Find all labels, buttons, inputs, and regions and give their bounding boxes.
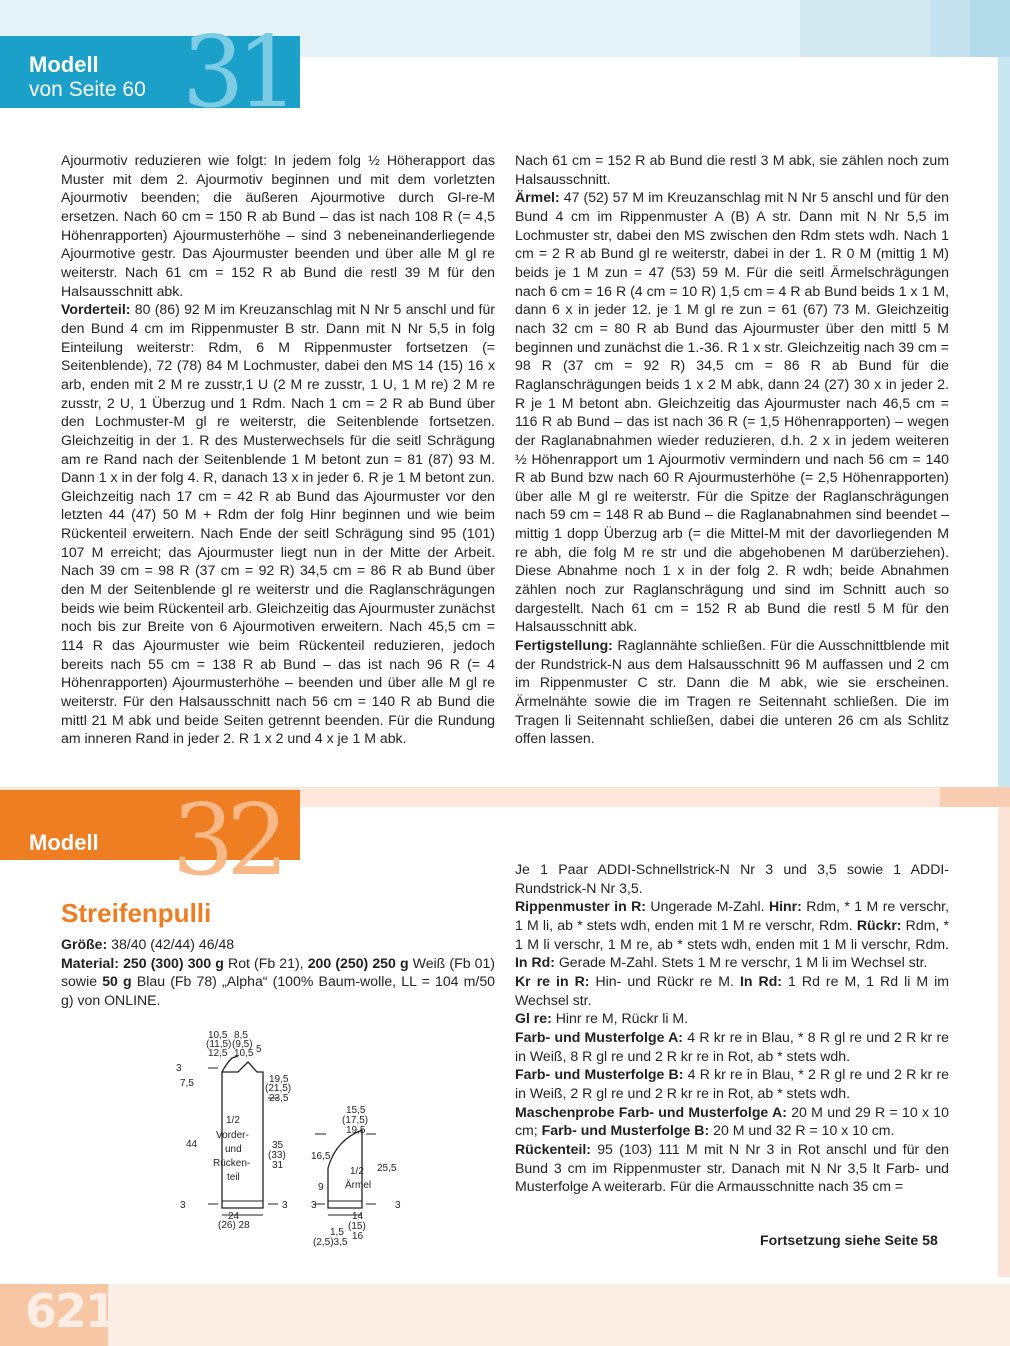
dim-bottom-right-3: 3 [282,1200,288,1211]
top-band-shade-2 [930,0,970,57]
maschenprobe-paragraph [515,1103,949,1140]
vorderteil-text: 80 (86) 92 M im Kreuzanschlag mit N Nr 5 anschl und für den Bund 4 cm im Rippenmuster B str. Dann mit N Nr 5,5 in folg Einteilung weiterstr: Rdm, 6 M Rippenmuster fortsetzen (= Seitenblende), 72 (78) 84 M Lochmuster, dabei den MS 14 (15) 16 x arb, enden mit 2 M re zusstr,1 U (2 M re zusstr, 1 U, 1 M re) 2 M re zusstr, 2 U, 1 Überzug und 1 Rdm. Nach 1 cm = 2 R ab Bund über den Lochmuster-M gl re weiterstr, die Seitenblende fortsetzen. Gleichzeitig in der 1. R des Musterwechsels für die seitl Schrägung am re Rand nach der Seitenblende 1 M betont zun = 81 (87) 93 M. Dann 1 x in der folg 4. R, danach 13 x in jeder 6. R je 1 M betont zun. Gleichzeitig nach 17 cm = 42 R ab Bund das Ajourmuster vor den letzten 44 (47) 50 M + Rdm der folg Hinr beginnen und wie beim Rückenteil erweitern. Nach Ende der seitl Schrägung sind 95 (101) 107 M erreicht; das Ajourmuster liegt nun in der Mitte der Arbeit. Nach 39 cm = 98 R (37 cm = 92 R) 34,5 cm = 86 R ab Bund über den M der Seitenblende gl re weiterstr und die Raglanschrägungen beids wie beim Rückenteil arb. Gleichzeitig das Ajourmuster zunächst noch bis zur Breite von 6 Ajourmotiven erweitern. Nach 45,5 cm = 114 R das Ajourmuster wie beim Rückenteil reduzieren, jedoch bereits nach 55 cm = 138 R ab Bund – das ist nach 96 R (= 4 Höhenrapporten) Ajourmusterhöhe – beenden und über alle M gl re weiterstr. Für den Halsausschnitt nach 56 cm = 140 R ab Bund die mittl 21 M abk und beide Seiten getrennt beenden. Für die Rundung am inneren Rand in jeder 2. R 1 x 2 und 4 x je 1 M abk. [61,301,495,747]
sleeve-top-1: 15,5 [346,1105,366,1116]
model-32-info [61,935,495,1010]
aermel-text: 47 (52) 57 M im Kreuzanschlag mit N Nr 5 anschl und für den Bund 4 cm im Rippenmuster A (B) A str. Dann mit N Nr 5,5 im Lochmuster str, dabei den MS zwischen den Rdm stets wdh. Nach 1 cm = 2 R ab Bund gl re weiterstr, dabei in der 1. R 0 M (mittig 1 M) beids je 1 M zun = 47 (53) 59 M. Für die seitl Ärmelschrägungen nach 6 cm = 16 R (4 cm = 10 R) 1,5 cm = 4 R ab Bund beids 1 x 1 M, dann 6 x in jeder 12. je 1 M gl re zun = 61 (67) 73 M. Gleichzeitig nach 32 cm = 80 R ab Bund das Ajourmuster über den mittl 5 M beginnen und zunächst die 1.-36. R 1 x str. Gleichzeitig nach 39 cm = 98 R (37 cm = 92 R) 34,5 cm = 86 R ab Bund für die Raglanschrägungen beids 1 x 2 M abk, dann 24 (27) 30 x in jeder 2. R je 1 M betont abn. Gleichzeitig das Ajourmuster nach 46,5 cm = 116 R ab Bund – das ist nach 36 R (= 1,5 Höhenrapporten) – wegen der Raglanabnahmen wieder reduzieren, d.h. 2 x in jedem weiteren ½ Höhenrapport um 1 Ajourmotiv vermindern und nach 56 cm = 140 R ab Bund bzw nach 60 R Ajourmusterhöhe (= 2,5 Höhenrapporten) über alle M gl re weiterstr. Für die Spitze der Raglanschrägungen nach 59 cm = 148 R ab Bund – die Raglanabnahmen sind beendet – mittig 1 dopp Überzug arb (= die Mittel-M mit der davorliegenden M re abh, die folg M re str und die abgehobenen M darüberziehen). Diese Abnahme noch 1 x in der folg 2. R wdh; beide Abnahmen zählen noch zur Raglanschrägung und sind im Schnitt auch so dargestellt. Nach 61 cm = 152 R ab Bund die restl 5 M für den Halsausschnitt abk. [515,189,949,635]
material-text-2: Weiß (Fb 01) sowie [61,954,496,990]
vorderteil-paragraph [61,300,495,748]
continuation-note: Fortsetzung siehe Seite 58 [760,1232,938,1248]
rueckenteil-text: 95 (103) 111 M mit N Nr 3 in Rot anschl und für den Bund 3 cm im Rippenmuster str. Danach mit N Nr 3,5 lt Farb- und Musterfolge A weiterarb. Für die Armausschnitte nach 35 cm = [515,1140,949,1195]
model-32-label: Modell [29,830,99,855]
material-amount-3: 50 g [102,973,132,990]
rippenmuster-text-1: Ungerade M-Zahl. [646,898,769,915]
sleeve-bottom-16: 16 [352,1231,364,1242]
groesse-text: 38/40 (42/44) 46/48 [107,936,235,952]
material-amount-2: 200 (250) 250 g [307,954,409,971]
rippenmuster-text-4: Gerade M-Zahl. Stets 1 M re verschr, 1 M li im Wechsel str. [554,954,928,971]
model-31-column-2 [515,151,949,748]
material-label: Material: [61,954,119,971]
maschenprobe-text-1: 20 M und 29 R = 10 x 10 cm; [515,1103,949,1139]
halsausschnitt-paragraph: Nach 61 cm = 152 R ab Bund die restl 3 M abk, sie zählen noch zum Halsausschnitt. [515,152,949,187]
farbfolge-a-label: Farb- und Musterfolge A: [515,1028,683,1045]
dim-top-1: 10,5 [208,1030,228,1041]
kraus-rd-label: In Rd: [739,972,782,989]
fertigstellung-paragraph [515,636,949,748]
sleeve-left-9: 9 [318,1182,324,1193]
model-31-column-1 [61,151,495,748]
kraus-text-1: Hin- und Rückr re M. [589,972,740,989]
model-31-page-ref: von Seite 60 [29,78,146,101]
farbfolge-b-text: 4 R kr re in Blau, * 2 R gl re und 2 R kr re in Weiß, 2 R gl re und 2 R kr re in Rot, ab * stets wdh. [515,1066,949,1101]
dim-right-35: 35 [272,1140,284,1151]
dim-top-7: 5 [256,1044,262,1055]
dim-top-5: 12,5 [208,1048,228,1059]
sleeve-bottom-15b: 1,5 [330,1227,344,1238]
farbfolge-a-text: 4 R kr re in Blau, * 8 R gl re und 2 R kr re in Weiß, 8 R gl re und 2 R kr re in Rot, ab * stets wdh. [515,1028,949,1064]
sleeve-bottom-25: (2,5)3,5 [313,1237,348,1248]
maschenprobe-text-2: 20 M und 32 R = 10 x 10 cm. [709,1122,895,1139]
dim-left-44: 44 [186,1139,198,1150]
pattern-schematic [170,1028,410,1253]
sleeve-top-3: 19,5 [346,1125,366,1136]
fertigstellung-label: Fertigstellung: [515,637,613,654]
farbfolge-a-paragraph [515,1028,949,1065]
rippenmuster-text-2: Rdm, * 1 M re verschr, 1 M li, ab * stets wdh, enden mit 1 M re verschr, Rdm. [515,898,949,933]
material-text-1: Rot (Fb 21), [223,954,308,971]
top-band-shade-3 [970,0,1010,57]
glatt-label: Gl re: [515,1010,552,1027]
bottom-band [0,1284,1010,1346]
material-amount-1: 250 (300) 300 g [118,954,224,971]
top-band-shade-1 [800,0,930,57]
rippenmuster-rueckr-label: Rückr: [856,916,902,933]
sleeve-bottom-left-3: 3 [311,1200,317,1211]
dim-right-2: (21,5) [265,1083,292,1094]
rippenmuster-rd-label: In Rd: [515,954,555,971]
dim-top-6: 10,5 [234,1048,254,1059]
maschenprobe-label: Maschenprobe Farb- und Musterfolge A: [515,1103,787,1120]
rippenmuster-paragraph [515,897,949,972]
dim-right-1: 19,5 [269,1074,289,1085]
dim-left-75: 7,5 [180,1078,194,1089]
model-32-number: 32 [172,784,281,898]
page-number: 621 [25,1284,116,1338]
farbfolge-b-label: Farb- und Musterfolge B: [515,1066,684,1083]
model-31-number: 31 [182,16,291,130]
groesse-line [61,935,495,954]
right-stripe-top [998,57,1010,787]
body-label-4: Rücken- [213,1158,251,1169]
aermel-paragraph [515,188,949,636]
body-label-5: teil [227,1172,240,1183]
material-paragraph [61,954,495,1010]
dim-bottom-left-3: 3 [180,1200,186,1211]
needles-paragraph: Je 1 Paar ADDI-Schnellstrick-N Nr 3 und 3,5 sowie 1 ADDI-Rundstrick-N Nr 3,5. [515,861,949,896]
rippenmuster-hinr-label: Hinr: [768,898,802,915]
dim-top-4: (9,5) [232,1039,253,1050]
rippenmuster-text-3: Rdm, * 1 M li verschr, 1 M re, ab * stets wdh, enden mit 1 M li verschr, Rdm. [515,916,950,952]
dim-right-33: (33) [268,1150,286,1161]
sleeve-bottom-15: (15) [348,1221,366,1232]
model-32-title: Streifenpulli [61,898,212,928]
glatt-text: Hinr re M, Rückr li M. [551,1010,689,1027]
sleeve-bottom-right-3: 3 [395,1200,401,1211]
sleeve-label-2: Ärmel [345,1180,372,1191]
kraus-label: Kr re in R: [515,972,590,989]
model-32-column-right [515,860,949,1196]
model-32-band-shade [940,787,1010,807]
vorderteil-label: Vorderteil: [61,301,131,318]
farbfolge-b-paragraph [515,1065,949,1102]
glatt-paragraph [515,1009,949,1028]
ajour-paragraph: Ajourmotiv reduzieren wie folgt: In jedem folg ½ Höherapport das Muster mit dem 2. Ajourmotiv beginnen und mit dem vorletzten Ajourmotiv beenden; die äußeren Ajourmotive durch Gl-re-M ersetzen. Nach 60 cm = 150 R ab Bund – das ist nach 108 R (= 4,5 Höhenrapporten) Ajourmusterhöhe – sind 3 nebeneinanderliegende Ajourmotive gestr. Das Ajourmuster beenden und über alle M gl re weiterstr. Nach 61 cm = 152 R ab Bund die restl 39 M für den Halsausschnitt abk. [61,152,495,299]
rueckenteil-label: Rückenteil: [515,1140,591,1157]
fertigstellung-text: Raglannähte schließen. Für die Ausschnittblende mit der Rundstrick-N aus dem Halsausschnitt 96 M auffassen und 2 cm im Rippenmuster C str. Dann die M abk, wie sie erscheinen. Ärmelnähte sowie die im Tragen re Seitennaht schließen. Die im Tragen li Seitennaht schließen, dabei die unteren 26 cm als Schlitz offen lassen. [515,637,949,747]
body-label-3: und [225,1144,242,1155]
aermel-label: Ärmel: [515,189,560,206]
groesse-label: Größe: [61,936,108,952]
dim-left-3: 3 [176,1063,182,1074]
dim-top-3: (11,5) [206,1039,232,1050]
model-31-label: Modell [29,52,99,77]
sleeve-bottom-14: 14 [352,1211,364,1222]
kraus-text-2: 1 Rd re M, 1 Rd li M im Wechsel str. [515,972,949,1008]
material-text-3: Blau (Fb 78) „Alpha“ (100% Baum-wolle, LL = 104 m/50 g) von ONLINE. [61,973,495,1008]
rippenmuster-label: Rippenmuster in R: [515,898,646,915]
dim-bottom-26: (26) 28 [218,1220,250,1231]
dim-right-3: 23,5 [269,1093,289,1104]
sleeve-top-2: (17,5) [342,1115,369,1126]
body-label-1: 1/2 [226,1115,240,1126]
sleeve-right-255: 25,5 [377,1163,397,1174]
right-stripe-bottom [998,807,1010,1277]
kraus-paragraph [515,972,949,1009]
sleeve-label-1: 1/2 [350,1166,364,1177]
body-label-2: Vorder- [216,1130,249,1141]
dim-top-2: 8,5 [234,1030,248,1041]
dim-right-31: 31 [272,1160,284,1171]
dim-bottom-24: 24 [228,1211,240,1222]
rueckenteil-paragraph [515,1140,949,1196]
maschenprobe-b-label: Farb- und Musterfolge B: [541,1122,710,1139]
sleeve-left-165: 16,5 [311,1151,331,1162]
